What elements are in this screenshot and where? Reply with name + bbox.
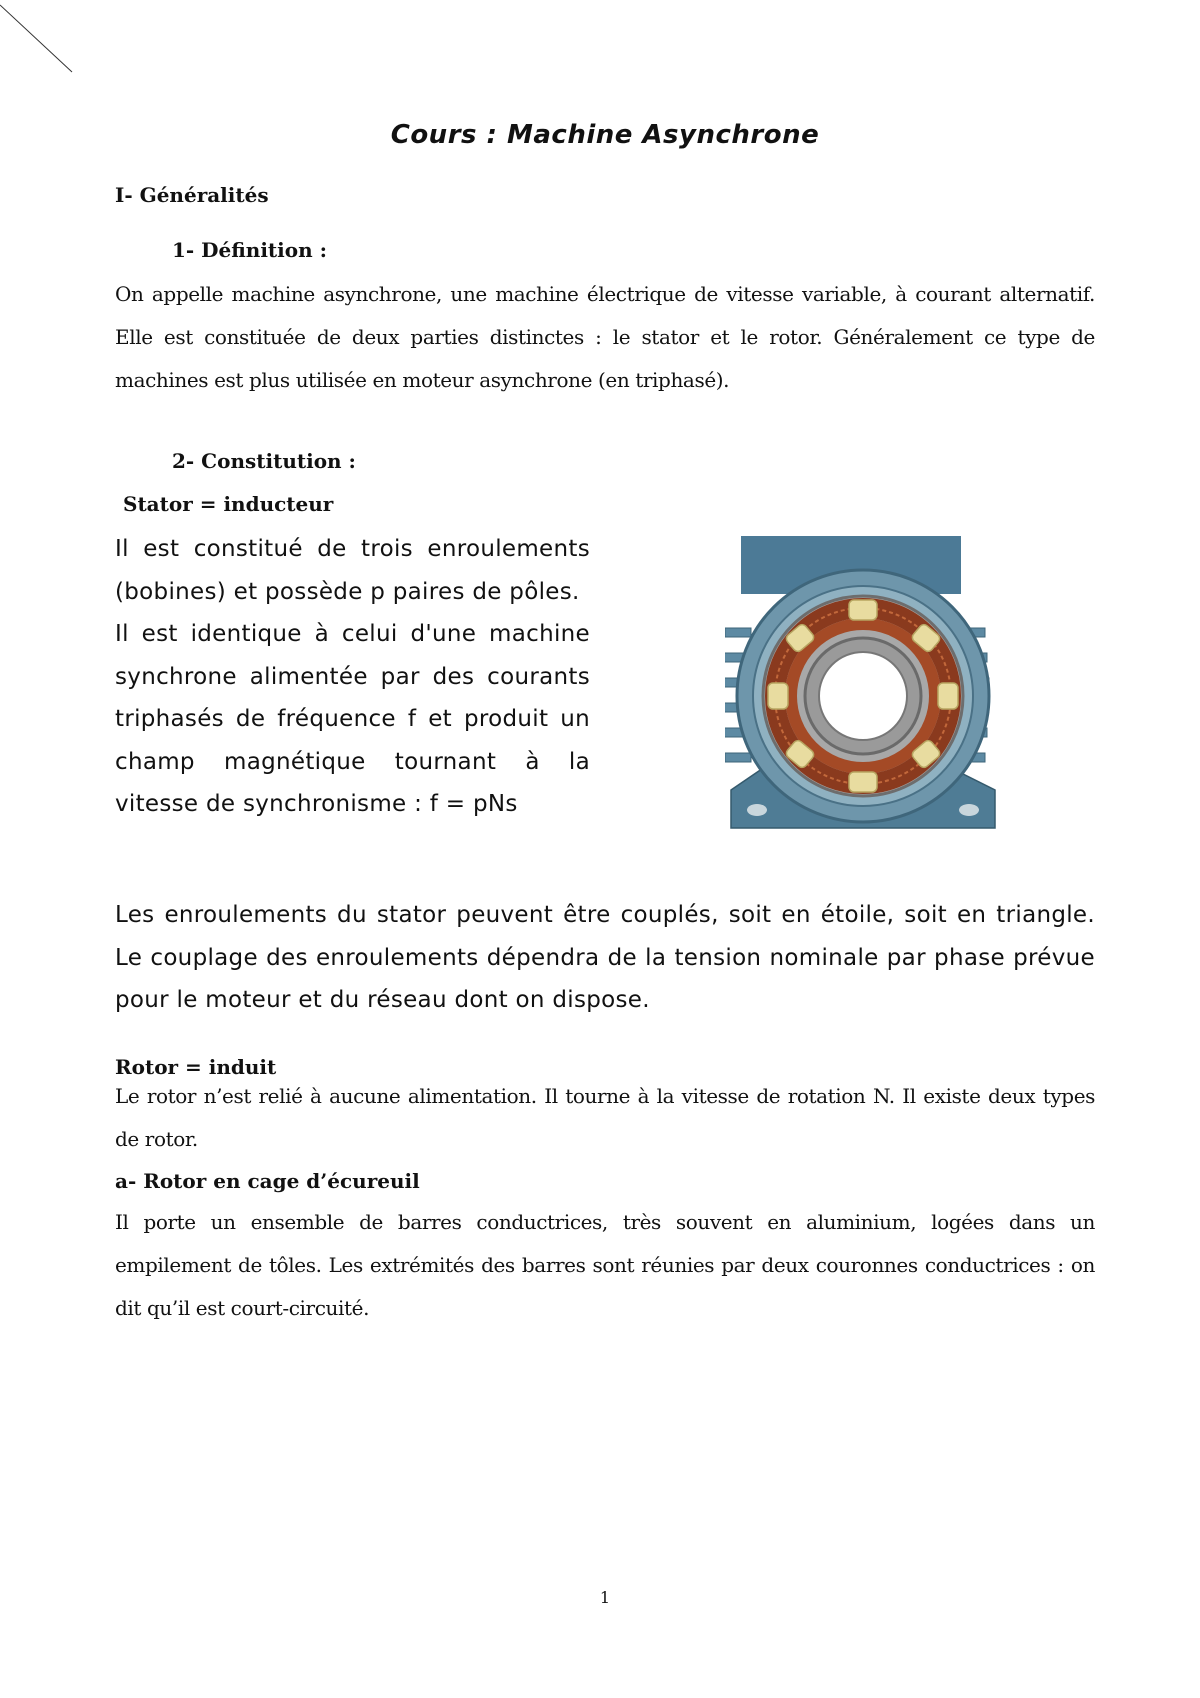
section-heading-generalites: I- Généralités: [115, 183, 269, 207]
rotor-paragraph: Le rotor n’est relié à aucune alimentation. Il tourne à la vitesse de rotation N. Il existe deux types de rotor.: [115, 1084, 1095, 1151]
subsection-heading-definition: 1- Définition :: [172, 238, 327, 262]
subsection-heading-constitution: 2- Constitution :: [172, 449, 356, 473]
stator-paragraph-windings: Il est constitué de trois enroulements (bobines) et possède p paires de pôles.: [115, 536, 590, 605]
cage-rotor-heading: a- Rotor en cage d’écureuil: [115, 1169, 420, 1193]
corner-fold-mark: [0, 0, 80, 80]
stator-description: [115, 528, 590, 826]
document-title: Cours : Machine Asynchrone: [390, 120, 820, 150]
stator-heading: Stator = inducteur: [123, 492, 334, 516]
cage-rotor-paragraph: Il porte un ensemble de barres conductrices, très souvent en aluminium, logées dans un empilement de tôles. Les extrémités des barres sont réunies par deux couronnes conductrices : on dit qu’il est court-circuité.: [115, 1210, 1095, 1320]
definition-paragraph: On appelle machine asynchrone, une machine électrique de vitesse variable, à courant alternatif. Elle est constituée de deux parties distinctes : le stator et le rotor. Généralement ce type de machines est plus utilisée en moteur asynchrone (en triphasé).: [115, 282, 1095, 392]
rotor-heading: Rotor = induit: [115, 1055, 277, 1079]
stator-photo: [725, 528, 1005, 843]
page-number: 1: [599, 1588, 611, 1607]
stator-paragraph-field: Il est identique à celui d'une machine synchrone alimentée par des courants triphasés de fréquence f et produit un champ magnétique tournant à la vitesse de synchronisme : f = pNs: [115, 621, 590, 817]
stator-coupling-paragraph: Les enroulements du stator peuvent être couplés, soit en étoile, soit en triangle. Le couplage des enroulements dépendra de la tension nominale par phase prévue pour le moteur et du réseau dont on dispose.: [115, 902, 1095, 1013]
